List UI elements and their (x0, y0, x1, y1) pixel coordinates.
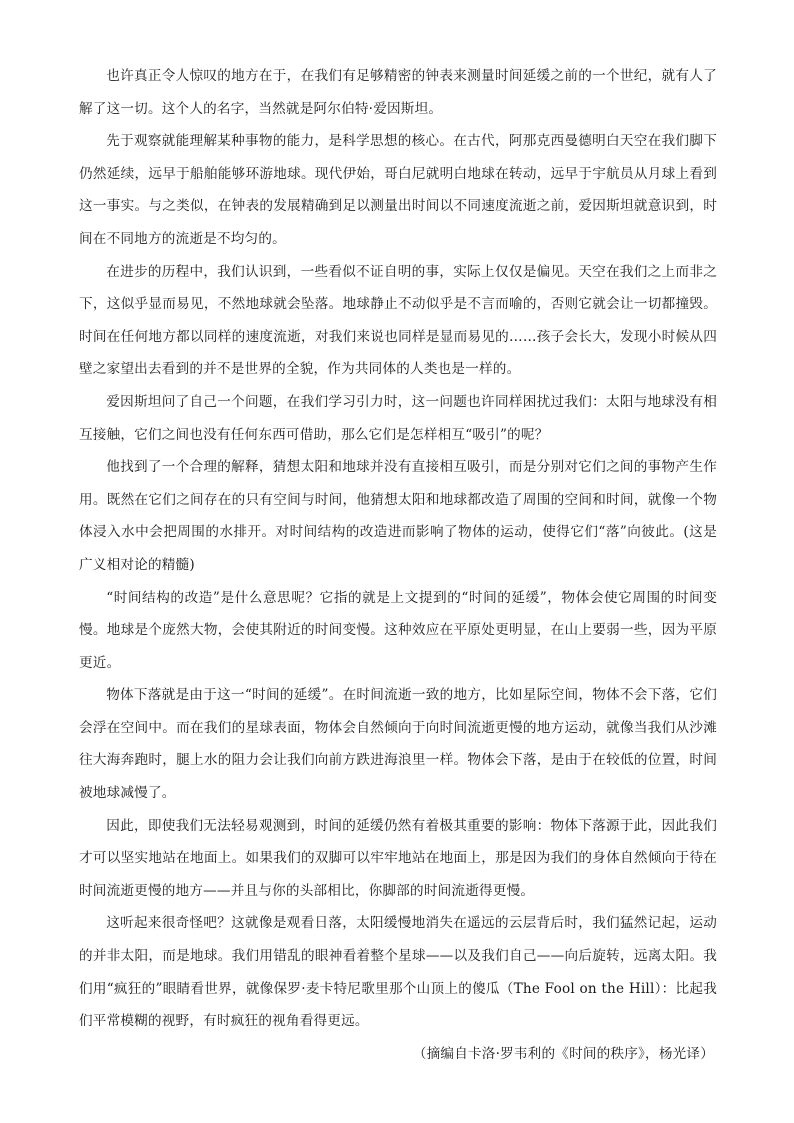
source-citation: （摘编自卡洛·罗韦利的《时间的秩序》，杨光译） (412, 1045, 714, 1062)
paragraph-4: 爱因斯坦问了自己一个问题，在我们学习引力时，这一问题也许同样困扰过我们：太阳与地球没有相互接触，它们之间也没有任何东西可借助，那么它们是怎样相互“吸引”的呢？ (79, 393, 717, 443)
paragraph-7: 物体下落就是由于这一“时间的延缓”。在时间流逝一致的地方，比如星际空间，物体不会下落，它们会浮在空间中。而在我们的星球表面，物体会自然倾向于向时间流逝更慢的地方运动，就像当我们从沙滩往大海奔跑时，腿上水的阻力会让我们向前方跌进海浪里一样。物体会下落，是由于在较低的位置，时间被地球减慢了。 (79, 687, 717, 802)
paragraph-2: 先于观察就能理解某种事物的能力，是科学思想的核心。在古代，阿那克西曼德明白天空在我们脚下仍然延续，远早于船舶能够环游地球。现代伊始，哥白尼就明白地球在转动，远早于宇航员从月球上看到这一事实。与之类似，在钟表的发展精确到足以测量出时间以不同速度流逝之前，爱因斯坦就意识到，时间在不同地方的流逝是不均匀的。 (79, 133, 717, 247)
paragraph-5: 他找到了一个合理的解释，猜想太阳和地球并没有直接相互吸引，而是分别对它们之间的事物产生作用。既然在它们之间存在的只有空间与时间，他猜想太阳和地球都改造了周围的空间和时间，就像一个物体浸入水中会把周围的水排开。对时间结构的改造进而影响了物体的运动，使得它们“落”向彼此。(这是广义相对论的精髓) (79, 459, 717, 573)
paragraph-6: “时间结构的改造”是什么意思呢？它指的就是上文提到的“时间的延缓”，物体会使它周围的时间变慢。地球是个庞然大物，会使其附近的时间变慢。这种效应在平原处更明显，在山上要弱一些，因为平原更近。 (79, 589, 717, 671)
paragraph-3: 在进步的历程中，我们认识到，一些看似不证自明的事，实际上仅仅是偏见。天空在我们之上而非之下，这似乎显而易见，不然地球就会坠落。地球静止不动似乎是不言而喻的，否则它就会让一切都撞毁。时间在任何地方都以同样的速度流逝，对我们来说也同样是显而易见的……孩子会长大，发现小时候从四壁之家望出去看到的并不是世界的全貌，作为共同体的人类也是一样的。 (79, 263, 717, 378)
paragraph-1: 也许真正令人惊叹的地方在于，在我们有足够精密的钟表来测量时间延缓之前的一个世纪，就有人了解了这一切。这个人的名字，当然就是阿尔伯特·爱因斯坦。 (79, 68, 717, 117)
paragraph-9: 这听起来很奇怪吧？这就像是观看日落，太阳缓慢地消失在遥远的云层背后时，我们猛然记起，运动的并非太阳，而是地球。我们用错乱的眼神看着整个星球——以及我们自己——向后旋转，远离太阳。我们用“疯狂的”眼睛看世界，就像保罗·麦卡特尼歌里那个山顶上的傻瓜（The Fool on the Hill）：比起我们平常模糊的视野，有时疯狂的视角看得更远。 (79, 915, 717, 1030)
document-page (79, 60, 717, 1070)
paragraph-8: 因此，即使我们无法轻易观测到，时间的延缓仍然有着极其重要的影响：物体下落源于此，因此我们才可以坚实地站在地面上。如果我们的双脚可以牢牢地站在地面上，那是因为我们的身体自然倾向于待在时间流逝更慢的地方——并且与你的头部相比，你脚部的时间流逝得更慢。 (79, 817, 717, 899)
